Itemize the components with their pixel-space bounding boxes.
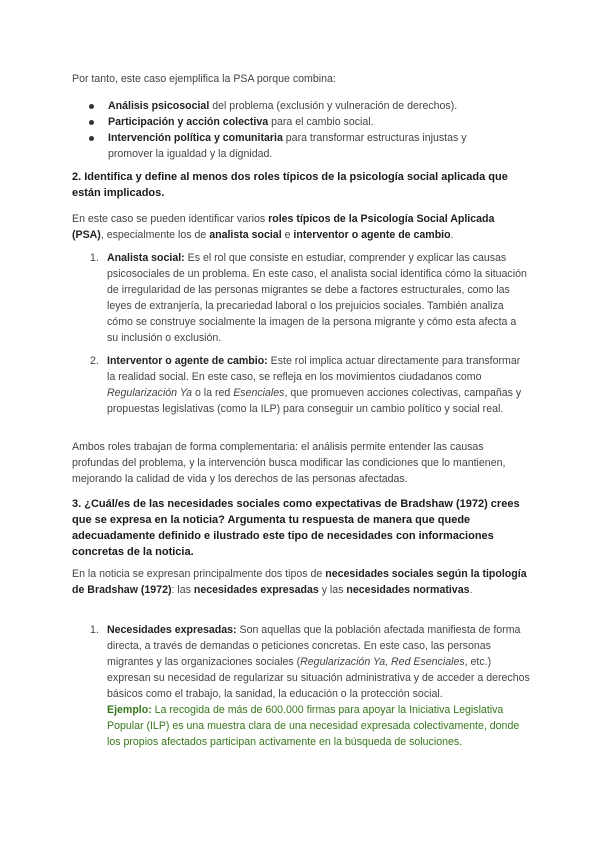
italic-run: Regularización Ya — [107, 387, 192, 399]
role-description: Es el rol que consiste en estudiar, comprender y explicar las causas psicosociales de un problema. En este caso, el analista social identifica cómo la situación de irregularidad de las personas migrantes se debe a factores estructurales, como las leyes de extranjería, la precariedad laboral o los prejuicios sociales. También analiza cómo se construye socialmente la imagen de la persona migrante y cómo esta afecta a su inclusión o exclusión. — [107, 252, 527, 344]
italic-run: Regularización Ya, Red Esenciales — [300, 656, 465, 668]
role-interventor — [90, 353, 530, 417]
text-run: . — [469, 584, 473, 596]
question-3-heading: 3. ¿Cuál/es de las necesidades sociales como expectativas de Bradshaw (1972) crees que se expresa en la noticia? Argumenta tu respuesta de manera que quede adecuadamente definido e ilustrado este tipo de necesidades con informaciones concretas de la noticia. — [72, 498, 520, 558]
question-2-heading: 2. Identifica y define al menos dos roles típicos de la psicología social aplicada que están implicados. — [72, 171, 508, 199]
text-run: : las — [171, 584, 194, 596]
need-title: Necesidades expresadas: — [107, 624, 237, 636]
italic-run: Esenciales — [233, 387, 285, 399]
bullet-item — [72, 98, 512, 114]
bullet-text: del problema (exclusión y vulneración de derechos). — [209, 100, 458, 112]
text-run: , especialmente los de — [100, 229, 210, 241]
bullet-bold: Análisis psicosocial — [108, 100, 210, 112]
bold-run: necesidades sociales según la tipología de Bradshaw (1972) — [72, 568, 527, 596]
example-text: La recogida de más de 600.000 firmas para apoyar la Iniciativa Legislativa Popular (ILP) es una muestra clara de una necesidad expresada colectivamente, donde los propios afectados participan activamente en la búsqueda de soluciones. — [107, 704, 520, 748]
text-run: , etc.) expresan su necesidad de regularizar su situación administrativa y de acceder a derechos básicos como el trabajo, la sanidad, la educación o la protección social. — [107, 656, 530, 700]
intro-paragraph: Por tanto, este caso ejemplifica la PSA porque combina: — [72, 73, 336, 85]
bullet-text: para transformar estructuras injustas y promover la igualdad y la dignidad. — [108, 132, 467, 160]
bold-run: roles típicos de la Psicología Social Aplicada (PSA) — [72, 213, 495, 241]
list-number: 1. — [90, 624, 99, 636]
bullet-bold: Participación y acción colectiva — [108, 116, 269, 128]
role-analista-social — [90, 250, 530, 346]
bullet-item — [72, 130, 512, 162]
bold-run: necesidades normativas — [346, 584, 470, 596]
bold-run: interventor o agente de cambio — [293, 229, 451, 241]
text-run: , que promueven acciones colectivas, campañas y propuestas legislativas (como la ILP) para conseguir un cambio político y social real. — [107, 387, 522, 415]
role-title: Analista social: — [107, 252, 185, 264]
example-paragraph — [107, 702, 530, 750]
roles-closing-paragraph: Ambos roles trabajan de forma complementaria: el análisis permite entender las causas profundas del problema, y la intervención busca modificar las condiciones que lo mantienen, mejorando la calidad de vida y los derechos de las personas afectadas. — [72, 441, 506, 485]
psa-bullet-list — [72, 98, 512, 162]
text-run: . — [450, 229, 454, 241]
text-run: Son aquellas que la población afectada manifiesta de forma directa, a través de demandas o peticiones concretas. En este caso, las personas migrantes y las organizaciones sociales ( — [107, 624, 521, 668]
example-label: Ejemplo: — [107, 704, 152, 716]
question-3-intro — [72, 566, 528, 598]
role-title: Interventor o agente de cambio: — [107, 355, 268, 367]
need-expressed-item — [90, 622, 530, 750]
text-run: e — [281, 229, 294, 241]
text-run: Este rol implica actuar directamente para transformar la realidad social. En este caso, se refleja en los movimientos ciudadanos como — [107, 355, 521, 383]
text-run: En este caso se pueden identificar varios — [72, 213, 269, 225]
bold-run: necesidades expresadas — [193, 584, 319, 596]
question-2-intro — [72, 211, 528, 243]
text-run: En la noticia se expresan principalmente dos tipos de — [72, 568, 326, 580]
text-run: o la red — [192, 387, 234, 399]
bullet-bold: Intervención política y comunitaria — [108, 132, 283, 144]
list-number: 2. — [90, 355, 99, 367]
list-number: 1. — [90, 252, 99, 264]
text-run: y las — [318, 584, 347, 596]
bold-run: analista social — [209, 229, 282, 241]
bullet-text: para el cambio social. — [268, 116, 374, 128]
bullet-item — [72, 114, 512, 130]
